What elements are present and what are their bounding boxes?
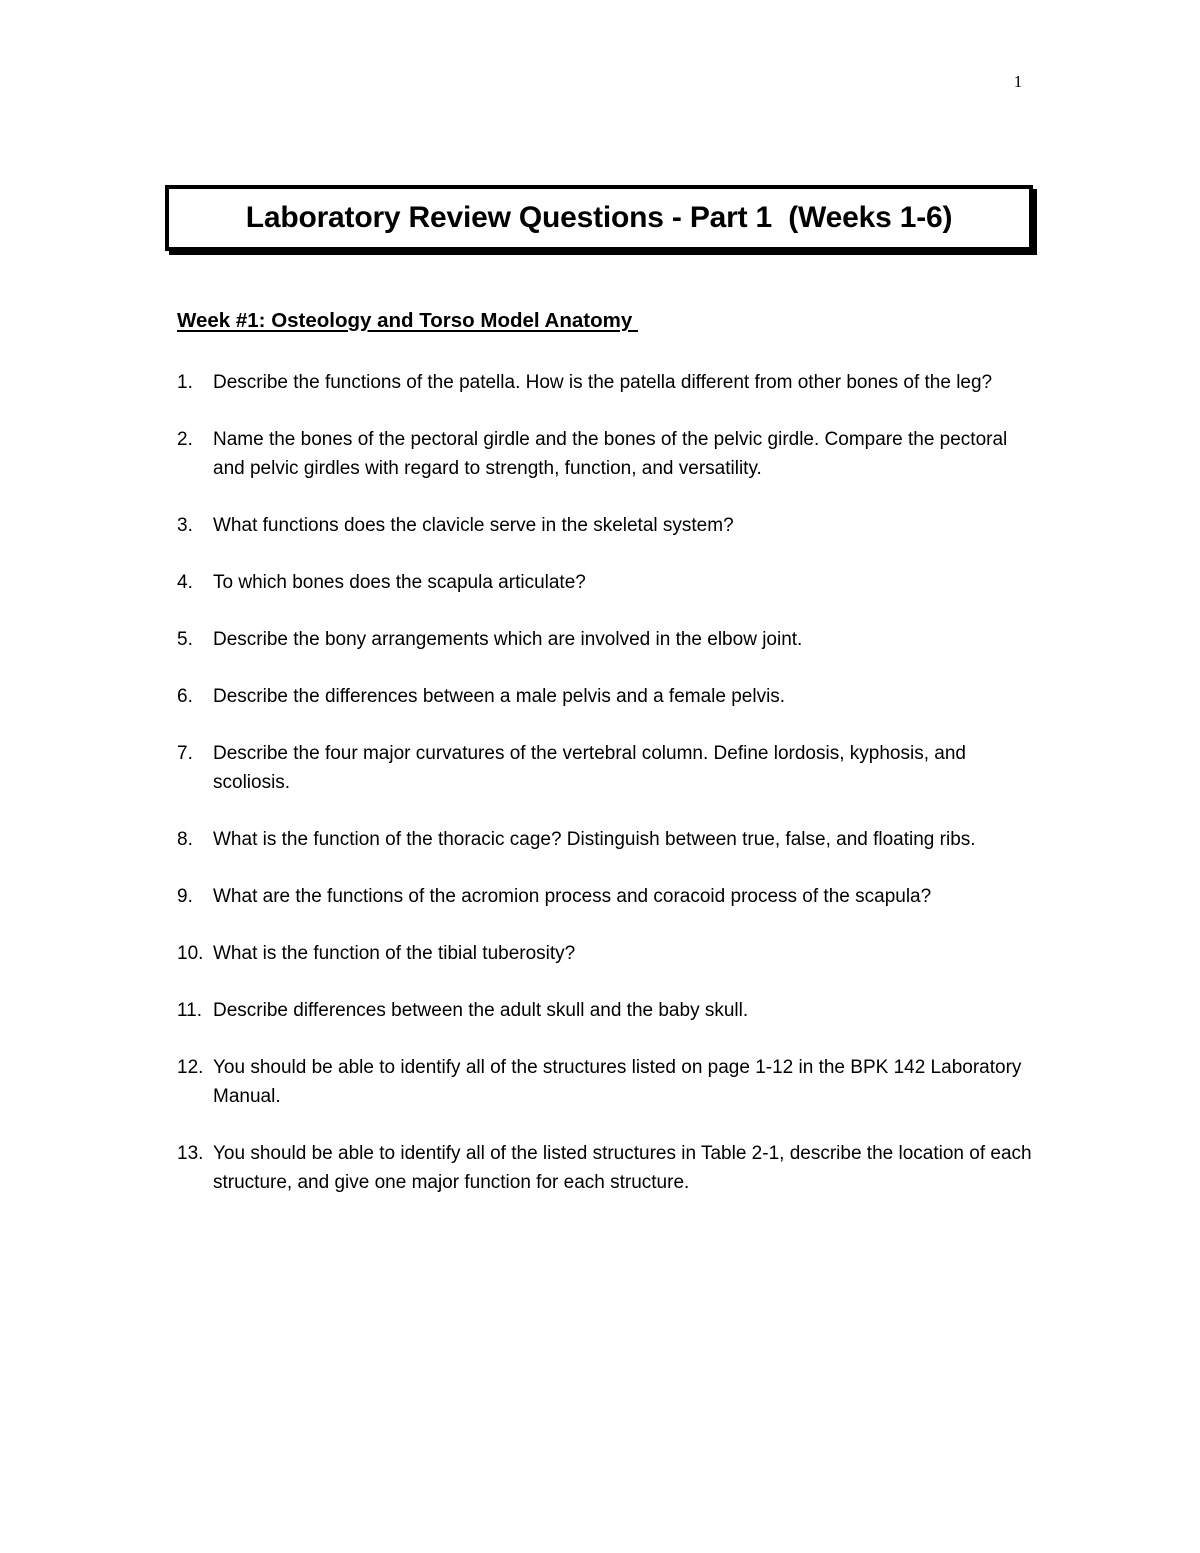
question-item: [177, 368, 1037, 397]
title-box: [165, 185, 1033, 251]
question-text: You should be able to identify all of the structures listed on page 1-12 in the BPK 142 Laboratory Manual.: [213, 1057, 1022, 1107]
question-text: What are the functions of the acromion process and coracoid process of the scapula?: [213, 886, 932, 907]
question-text: Describe the four major curvatures of the vertebral column. Define lordosis, kyphosis, and scoliosis.: [213, 743, 966, 793]
page-number: 1: [1013, 72, 1023, 91]
question-item: [177, 1053, 1037, 1111]
question-number: 5.: [177, 629, 193, 650]
question-number: 4.: [177, 572, 193, 593]
section-heading: Week #1: Osteology and Torso Model Anatomy: [177, 309, 638, 332]
question-text: Describe differences between the adult skull and the baby skull.: [213, 1000, 749, 1021]
question-number: 10.: [177, 943, 204, 964]
question-number: 11.: [177, 1000, 203, 1021]
question-number: 12.: [177, 1057, 204, 1078]
question-text: Describe the differences between a male pelvis and a female pelvis.: [213, 686, 786, 707]
question-item: [177, 568, 1037, 597]
question-item: [177, 825, 1037, 854]
question-text: Describe the functions of the patella. How is the patella different from other bones of the leg?: [213, 372, 993, 393]
question-text: What is the function of the thoracic cage? Distinguish between true, false, and floating ribs.: [213, 829, 976, 850]
question-text: What functions does the clavicle serve in the skeletal system?: [213, 515, 734, 536]
question-text: To which bones does the scapula articulate?: [213, 572, 586, 593]
question-item: [177, 511, 1037, 540]
question-number: 7.: [177, 743, 193, 764]
question-number: 8.: [177, 829, 193, 850]
question-item: [177, 882, 1037, 911]
question-item: [177, 939, 1037, 968]
question-text: Name the bones of the pectoral girdle and the bones of the pelvic girdle. Compare the pectoral and pelvic girdles with regard to strength, function, and versatility.: [213, 429, 1008, 479]
question-number: 3.: [177, 515, 193, 536]
question-text: You should be able to identify all of the listed structures in Table 2-1, describe the location of each structure, and give one major function for each structure.: [213, 1143, 1032, 1193]
question-text: Describe the bony arrangements which are involved in the elbow joint.: [213, 629, 803, 650]
question-item: [177, 1139, 1037, 1197]
question-number: 9.: [177, 886, 193, 907]
question-item: [177, 625, 1037, 654]
question-number: 13.: [177, 1143, 204, 1164]
question-item: [177, 996, 1037, 1025]
question-item: [177, 739, 1037, 797]
question-list: [177, 368, 1037, 1225]
question-number: 2.: [177, 429, 193, 450]
question-number: 6.: [177, 686, 193, 707]
page-title: Laboratory Review Questions - Part 1 (Weeks 1-6): [245, 201, 953, 234]
question-item: [177, 425, 1037, 483]
question-item: [177, 682, 1037, 711]
question-text: What is the function of the tibial tuberosity?: [213, 943, 576, 964]
question-number: 1.: [177, 372, 193, 393]
